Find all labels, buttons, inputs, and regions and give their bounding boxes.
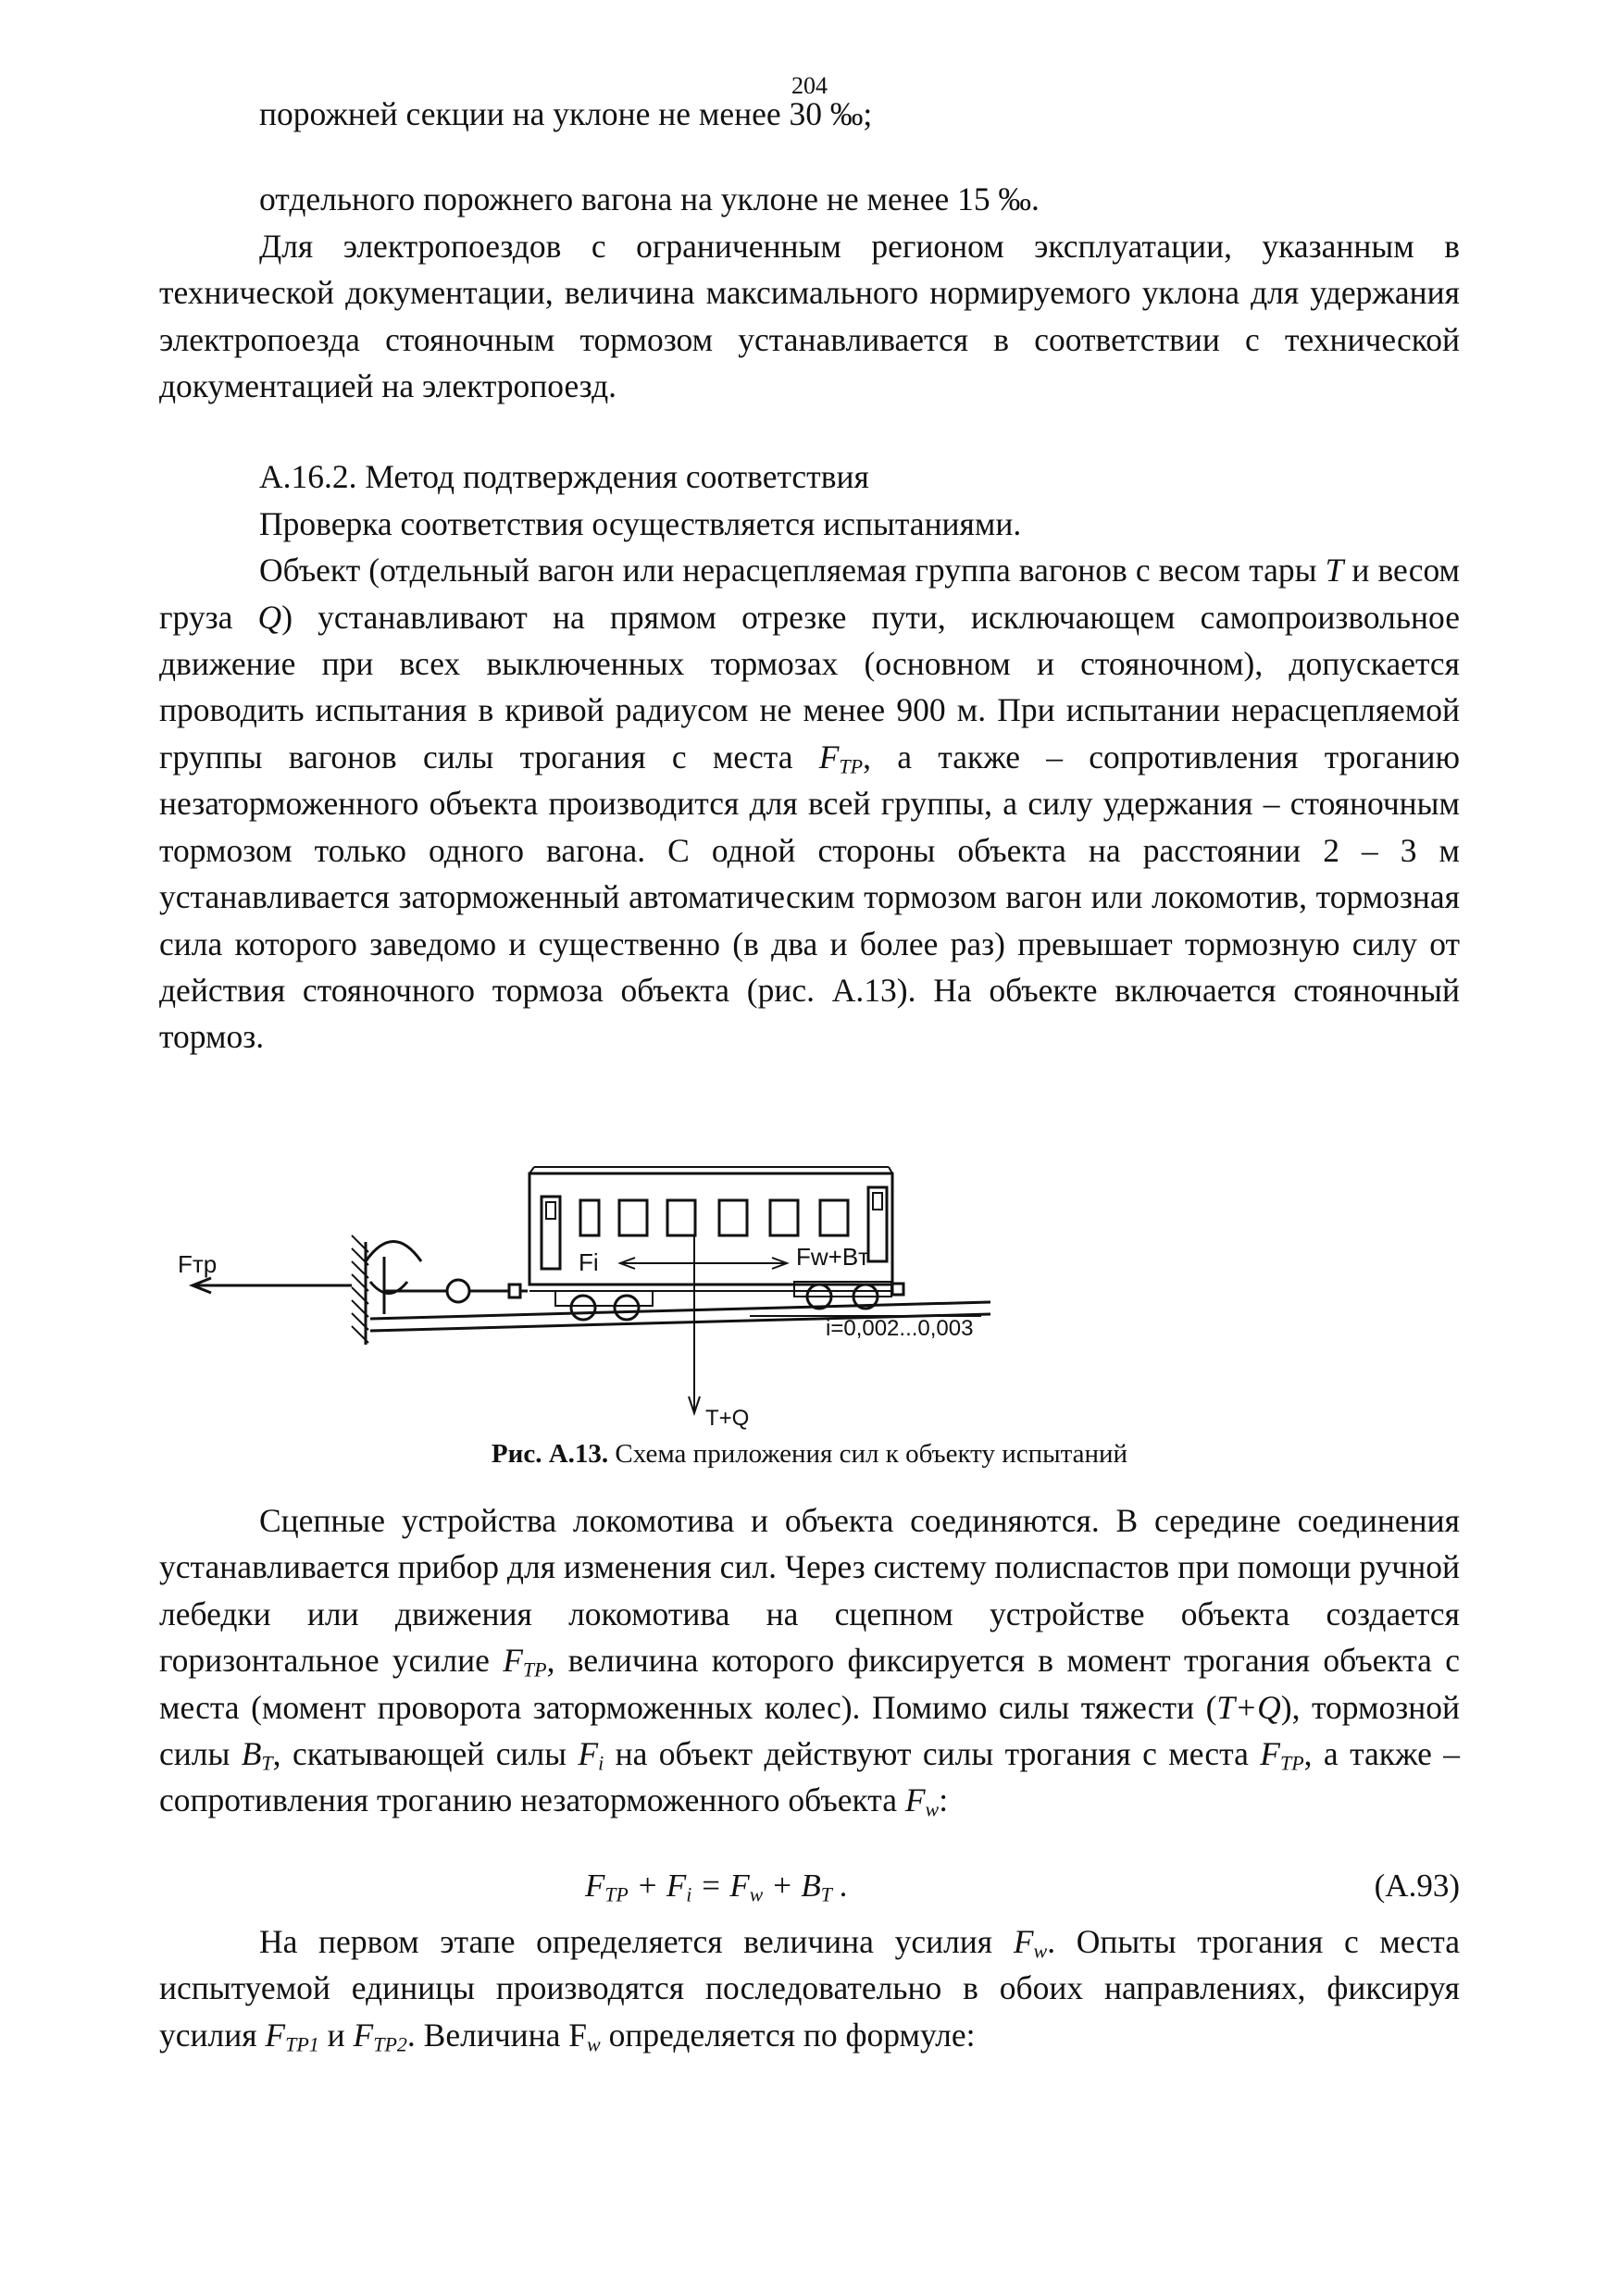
coupler-right xyxy=(892,1284,903,1295)
formula-number: (А.93) xyxy=(1374,1868,1460,1904)
label-fw-bt: Fw+Bт xyxy=(796,1243,870,1271)
paragraph-object-setup: Объект (отдельный вагон или нерасцепляемая группа вагонов с весом тары T и весом груза Q) устанавливают на прямом отрезке пути, исключающем самопроизвольное движение при всех выключенных тормозах (основном и стояночном), допускается проводить испытания в кривой радиусом не менее 900 м. При испытании нерасцепляемой группы вагонов силы трогания с места $F_{ТР}$, а также – сопротивления троганию незаторможенного объекта производится для всей группы, а силу удержания – стояночным тормозом только одного вагона. С одной стороны объекта на расстоянии 2 – 3 м устанавливается заторможенный автоматическим тормозом вагон или локомотив, тормозная сила которого заведомо и существенно (в два и более раз) превышает тормозную силу от действия стояночного тормоза объекта (рис. А.13). На объекте включается стояночный тормоз. xyxy=(159,552,1460,1056)
wagon-window xyxy=(619,1200,647,1235)
figure-caption-number: Рис. А.13. xyxy=(491,1439,609,1469)
formula-a93 xyxy=(159,1862,1460,1914)
formula-expression: $F_{ТР} + F_i = F_w + B_Т$ . xyxy=(585,1868,849,1906)
wheel xyxy=(571,1296,595,1320)
winch-arc xyxy=(366,1242,421,1262)
label-tq: T+Q xyxy=(705,1406,750,1431)
label-fi: Fi xyxy=(579,1248,599,1276)
paragraph-verification: Проверка соответствия осуществляется испытаниями. xyxy=(259,504,1022,542)
figure-caption xyxy=(0,1439,1619,1470)
wagon-door-right xyxy=(868,1187,887,1261)
wagon-window xyxy=(667,1200,695,1235)
label-slope: i=0,002...0,003 xyxy=(826,1316,974,1341)
paragraph-first-stage: На первом этапе определяется величина усилия $F_w$. Опыты трогания с места испытуемой единицы производятся последовательно в обоих направлениях, фиксируя усилия $F_{ТР1}$ и $F_{ТР2}$. Величина $F_w$ определяется по формуле: xyxy=(159,1923,1460,2056)
paragraph-list-item-1: порожней секции на уклоне не менее 30 ‰; xyxy=(259,95,873,132)
paragraph-electric-trains: Для электропоездов с ограниченным регионом эксплуатации, указанным в технической документации, величина максимального нормируемого уклона для удержания электропоезда стояночным тормозом устанавливается в соответствии с технической документацией на электропоезд. xyxy=(159,227,1460,405)
wagon-window xyxy=(770,1200,798,1235)
text-block-top xyxy=(159,91,1460,1061)
text-block-bottom xyxy=(159,1918,1460,2058)
label-ftr: Fтр xyxy=(178,1250,218,1278)
wagon-window xyxy=(820,1200,848,1235)
paragraph-coupling: Сцепные устройства локомотива и объекта соединяются. В середине соединения устанавливается прибор для изменения сил. Через систему полиспастов при помощи ручной лебедки или движения локомотива на сцепном устройстве объекта создается горизонтальное усилие $F_{ТР}$, величина которого фиксируется в момент трогания объекта с места (момент проворота заторможенных колес). Помимо силы тяжести (T+Q), тормозной силы $B_Т$, скатывающей силы $F_i$ на объект действуют силы трогания с места $F_{ТР}$, а также – сопротивления троганию незаторможенного объекта $F_w$: xyxy=(159,1502,1461,1821)
wagon-window xyxy=(719,1200,747,1235)
wagon-door-left xyxy=(542,1197,560,1269)
force-scheme-figure xyxy=(178,1143,1314,1448)
figure-caption-text: Схема приложения сил к объекту испытаний xyxy=(608,1439,1128,1469)
coupler-left xyxy=(509,1285,520,1297)
text-block-middle xyxy=(159,1497,1460,1824)
section-heading: А.16.2. Метод подтверждения соответствия xyxy=(259,458,869,496)
page-number: 204 xyxy=(791,72,828,99)
dynamometer-icon xyxy=(447,1280,469,1302)
wheel xyxy=(615,1296,639,1320)
wagon-window xyxy=(580,1200,599,1235)
paragraph-list-item-2: отдельного порожнего вагона на уклоне не менее 15 ‰. xyxy=(259,180,1040,218)
